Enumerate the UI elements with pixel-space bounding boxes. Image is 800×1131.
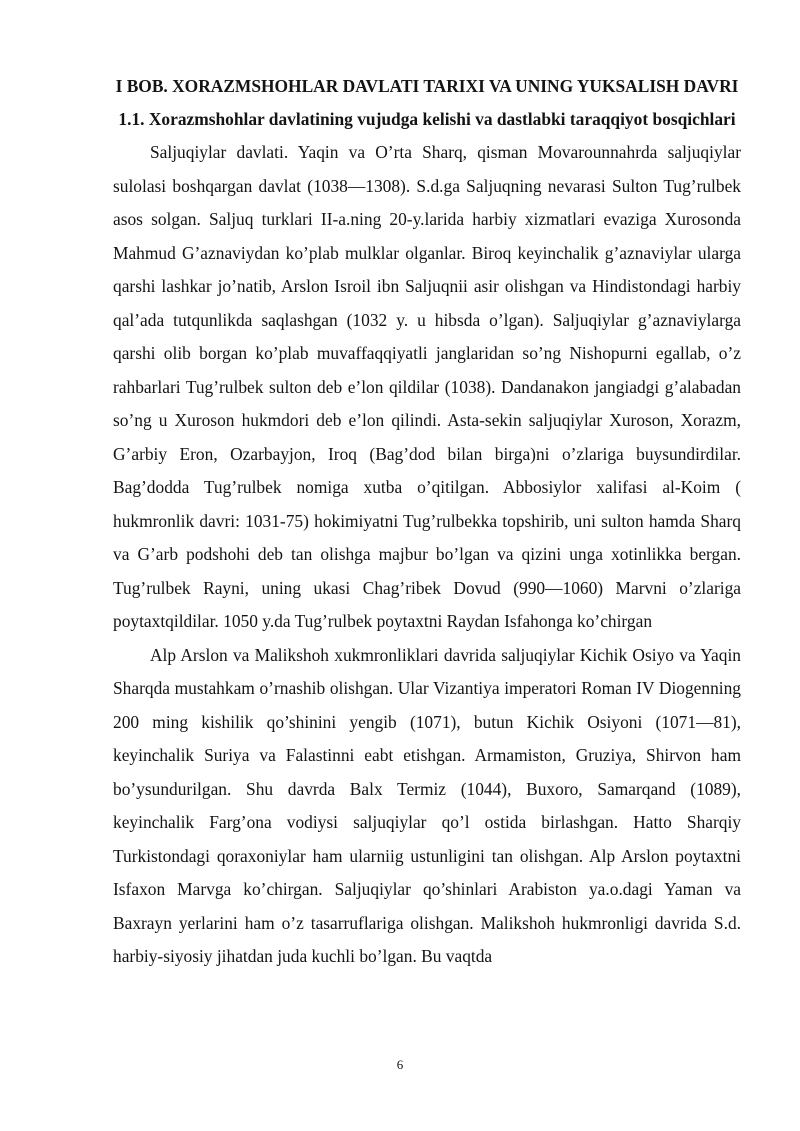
page-content [113,70,741,974]
page-number: 6 [396,1057,404,1072]
chapter-title: I BOB. XORAZMSHOHLAR DAVLATI TARIXI VA UNING YUKSALISH DAVRI [115,76,739,96]
paragraph-1: Saljuqiylar davlati. Yaqin va O’rta Sharq, qisman Movarounnahrda saljuqiylar sulolasi boshqargan davlat (1038—1308). S.d.ga Saljuqning nevarasi Sulton Tug’rulbek asos solgan. Saljuq turklari II-a.ning 20-y.larida harbiy xizmatlari evaziga Xurosonda Mahmud G’aznaviydan ko’plab mulklar olganlar. Biroq keyinchalik g’aznaviylar ularga qarshi lashkar jo’natib, Arslon Isroil ibn Saljuqnii asir olishgan va Hindistondagi harbiy qal’ada tutqunlikda saqlashgan (1032 y. u hibsda o’lgan). Saljuqiylar g’aznaviylarga qarshi olib borgan ko’plab muvaffaqqiyatli janglaridan so’ng Nishopurni egallab, o’z rahbarlari Tug’rulbek sulton deb e’lon qildilar (1038). Dandanakon jangiadgi g’alabadan so’ng u Xuroson hukmdori deb e’lon qilindi. Asta-sekin saljuqiylar Xuroson, Xorazm, G’arbiy Eron, Ozarbayjon, Iroq (Bag’dod bilan birga)ni o’zlariga buysundirdilar. Bag’dodda Tug’rulbek nomiga xutba o’qitilgan. Abbosiylor xalifasi al-Koim ( hukmronlik davri: 1031-75) hokimiyatni Tug’rulbekka topshirib, uni sulton hamda Sharq va G’arb podshohi deb tan olishga majbur bo’lgan va qizini unga xotinlikka bergan. Tug’rulbek Rayni, uning ukasi Chag’ribek Dovud (990—1060) Marvni o’zlariga poytaxtqildilar. 1050 y.da Tug’rulbek poytaxtni Raydan Isfahonga ko’chirgan [113,142,741,631]
paragraph-2: Alp Arslon va Malikshoh xukmronliklari davrida saljuqiylar Kichik Osiyo va Yaqin Sharqda mustahkam o’rnashib olishgan. Ular Vizantiya imperatori Roman IV Diogenning 200 ming kishilik qo’shinini yengib (1071), butun Kichik Osiyoni (1071—81), keyinchalik Suriya va Falastinni eabt etishgan. Armamiston, Gruziya, Shirvon ham bo’ysundurilgan. Shu davrda Balx Termiz (1044), Buxoro, Samarqand (1089), keyinchalik Farg’ona vodiysi saljuqiylar qo’l ostida birlashgan. Hatto Sharqiy Turkistondagi qoraxoniylar ham ularniig ustunligini tan olishgan. Alp Arslon poytaxtni Isfaxon Marvga ko’chirgan. Saljuqiylar qo’shinlari Arabiston ya.o.dagi Yaman va Baxrayn yerlarini ham o’z tasarruflariga olishgan. Malikshoh hukmronligi davrida S.d. harbiy-siyosiy jihatdan juda kuchli bo’lgan. Bu vaqtda [113,644,741,966]
section-title: 1.1. Xorazmshohlar davlatining vujudga kelishi va dastlabki taraqqiyot bosqichlari [118,109,736,129]
